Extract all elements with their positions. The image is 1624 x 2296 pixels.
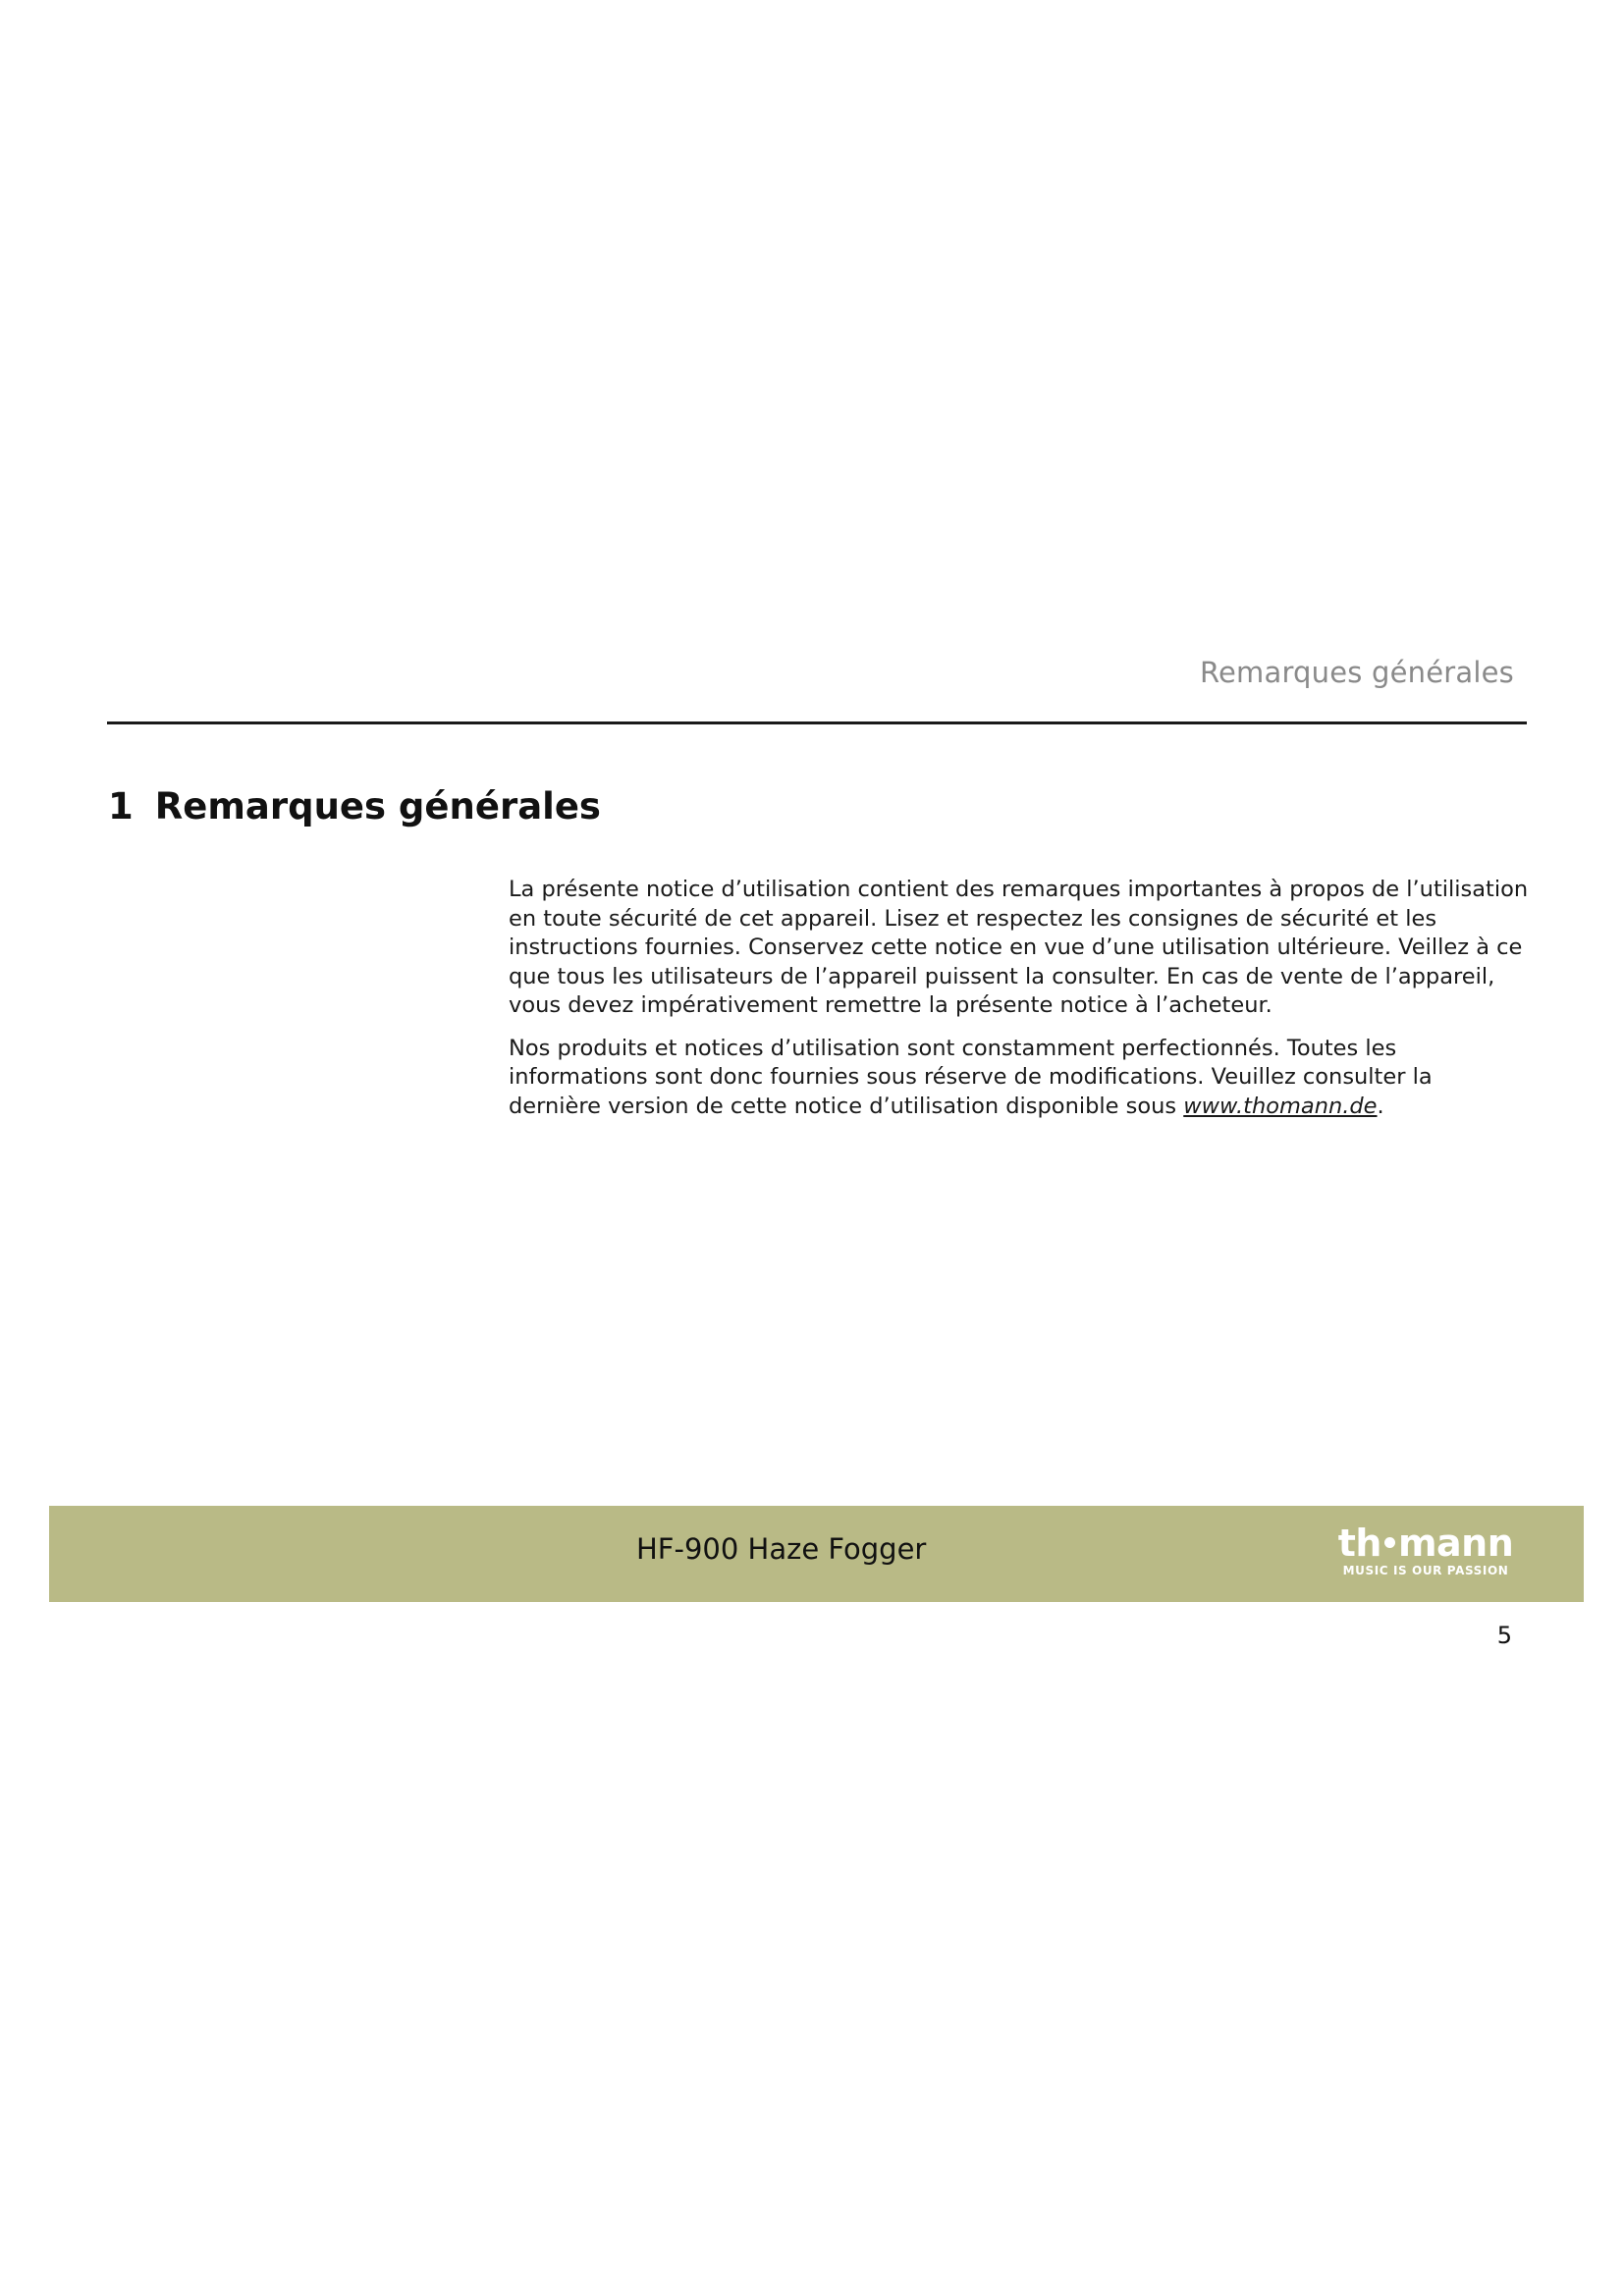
paragraph-intro: La présente notice d’utilisation contient des remarques importantes à propos de l’utilisation en toute sécurité de cet appareil. Lisez et respectez les consignes de sécurité et les instructions fournies. Conservez cette notice en vue d’une utilisation ultérieure. Veillez à ce que tous les utilisateurs de l’appareil puissent la consulter. En cas de vente de l’appareil, vous devez impérativement remettre la présente notice à l’acheteur. xyxy=(509,877,1529,1018)
paragraph-updates-text: Nos produits et notices d’utilisation sont constamment perfectionnés. Toutes les informations sont donc fournies sous réserve de modifications. Veuillez consulter la dernière version de cette notice d’utilisation disponible sous xyxy=(509,1035,1433,1119)
logo-tagline: MUSIC IS OUR PASSION xyxy=(1342,1564,1509,1577)
logo-wordmark xyxy=(1327,1523,1524,1563)
thomann-logo xyxy=(1327,1523,1524,1584)
page-number: 5 xyxy=(1496,1622,1512,1649)
paragraph-updates xyxy=(509,1035,1530,1122)
logo-word-left: th xyxy=(1337,1522,1381,1565)
section-number: 1 xyxy=(108,785,134,828)
paragraph-updates-end: . xyxy=(1377,1093,1384,1119)
header-rule xyxy=(107,721,1527,724)
body-text xyxy=(509,876,1530,1135)
section-heading xyxy=(108,785,601,828)
section-title: Remarques générales xyxy=(154,785,601,828)
thomann-website-link[interactable]: www.thomann.de xyxy=(1183,1093,1378,1119)
logo-word-right: mann xyxy=(1397,1522,1514,1565)
footer-product-name: HF-900 Haze Fogger xyxy=(636,1532,927,1566)
logo-dot-icon xyxy=(1384,1537,1395,1548)
running-header: Remarques générales xyxy=(1199,656,1514,689)
